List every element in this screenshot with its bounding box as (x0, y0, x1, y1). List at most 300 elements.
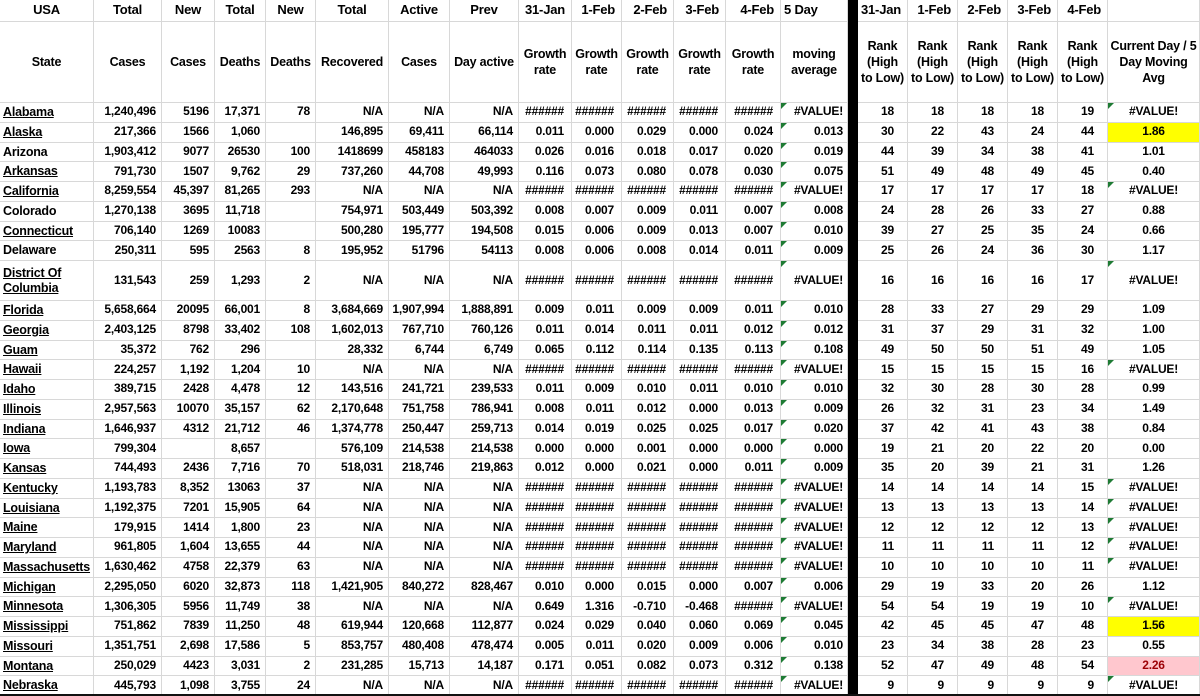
cell-growth-4feb[interactable] (726, 617, 781, 637)
cell-new-cases[interactable] (162, 103, 215, 123)
cell-rank-4feb[interactable] (1058, 360, 1108, 380)
cell-growth-2feb[interactable] (622, 518, 674, 538)
cell-growth-4feb[interactable] (726, 222, 781, 242)
cell-rank-3feb[interactable] (1008, 499, 1058, 519)
cell-growth-2feb[interactable] (622, 420, 674, 440)
col-header-new-deaths[interactable] (266, 0, 316, 22)
cell-rank-31jan[interactable] (858, 479, 908, 499)
cell-rank-3feb[interactable] (1008, 459, 1058, 479)
cell-rank-1feb[interactable] (908, 241, 958, 261)
col-header-growth-31jan[interactable] (519, 0, 572, 22)
cell-rank-1feb[interactable] (908, 439, 958, 459)
cell-rank-3feb[interactable] (1008, 162, 1058, 182)
cell-current-vs-avg[interactable] (1108, 321, 1200, 341)
cell-current-vs-avg[interactable] (1108, 143, 1200, 163)
cell-current-vs-avg[interactable] (1108, 360, 1200, 380)
cell-growth-1feb[interactable] (572, 380, 622, 400)
cell-total-deaths[interactable] (215, 439, 266, 459)
col-subheader-growth-2feb[interactable] (622, 22, 674, 103)
cell-rank-2feb[interactable] (958, 420, 1008, 440)
cell-total-deaths[interactable] (215, 103, 266, 123)
cell-prev-day-active[interactable] (450, 162, 519, 182)
cell-rank-3feb[interactable] (1008, 420, 1058, 440)
cell-total-deaths[interactable] (215, 657, 266, 677)
cell-new-cases[interactable] (162, 241, 215, 261)
cell-moving-average[interactable] (781, 578, 848, 598)
cell-growth-2feb[interactable] (622, 439, 674, 459)
cell-total-cases[interactable] (94, 676, 162, 696)
cell-rank-31jan[interactable] (858, 380, 908, 400)
col-subheader-current-vs-avg[interactable] (1108, 22, 1200, 103)
cell-prev-day-active[interactable] (450, 676, 519, 696)
cell-new-deaths[interactable] (266, 123, 316, 143)
cell-moving-average[interactable] (781, 657, 848, 677)
cell-rank-31jan[interactable] (858, 301, 908, 321)
cell-new-cases[interactable] (162, 578, 215, 598)
cell-rank-3feb[interactable] (1008, 439, 1058, 459)
cell-new-deaths[interactable] (266, 182, 316, 202)
cell-current-vs-avg[interactable] (1108, 479, 1200, 499)
cell-rank-2feb[interactable] (958, 578, 1008, 598)
cell-total-cases[interactable] (94, 499, 162, 519)
cell-state[interactable] (0, 103, 94, 123)
cell-growth-1feb[interactable] (572, 657, 622, 677)
cell-growth-1feb[interactable] (572, 558, 622, 578)
col-subheader-growth-1feb[interactable] (572, 22, 622, 103)
cell-growth-3feb[interactable] (674, 341, 726, 361)
cell-moving-average[interactable] (781, 241, 848, 261)
cell-total-deaths[interactable] (215, 578, 266, 598)
cell-rank-3feb[interactable] (1008, 479, 1058, 499)
cell-growth-2feb[interactable] (622, 261, 674, 301)
cell-total-cases[interactable] (94, 558, 162, 578)
cell-total-recovered[interactable] (316, 202, 389, 222)
cell-active-cases[interactable] (389, 360, 450, 380)
col-subheader-growth-31jan[interactable] (519, 22, 572, 103)
cell-state[interactable] (0, 558, 94, 578)
cell-total-recovered[interactable] (316, 182, 389, 202)
cell-rank-1feb[interactable] (908, 222, 958, 242)
cell-growth-3feb[interactable] (674, 400, 726, 420)
cell-rank-2feb[interactable] (958, 657, 1008, 677)
cell-rank-4feb[interactable] (1058, 341, 1108, 361)
col-header-growth-2feb[interactable] (622, 0, 674, 22)
cell-growth-31jan[interactable] (519, 123, 572, 143)
cell-growth-1feb[interactable] (572, 637, 622, 657)
cell-new-cases[interactable] (162, 301, 215, 321)
cell-total-cases[interactable] (94, 420, 162, 440)
cell-moving-average[interactable] (781, 518, 848, 538)
cell-total-recovered[interactable] (316, 538, 389, 558)
cell-rank-4feb[interactable] (1058, 597, 1108, 617)
cell-total-recovered[interactable] (316, 261, 389, 301)
cell-growth-31jan[interactable] (519, 499, 572, 519)
cell-rank-31jan[interactable] (858, 420, 908, 440)
cell-growth-3feb[interactable] (674, 538, 726, 558)
cell-growth-1feb[interactable] (572, 499, 622, 519)
cell-rank-2feb[interactable] (958, 538, 1008, 558)
cell-rank-31jan[interactable] (858, 499, 908, 519)
cell-rank-31jan[interactable] (858, 103, 908, 123)
cell-prev-day-active[interactable] (450, 400, 519, 420)
cell-rank-3feb[interactable] (1008, 676, 1058, 696)
cell-state[interactable] (0, 341, 94, 361)
cell-growth-31jan[interactable] (519, 578, 572, 598)
col-header-current-vs-avg[interactable] (1108, 0, 1200, 22)
col-subheader-new-deaths[interactable] (266, 22, 316, 103)
cell-current-vs-avg[interactable] (1108, 538, 1200, 558)
cell-moving-average[interactable] (781, 499, 848, 519)
cell-active-cases[interactable] (389, 143, 450, 163)
cell-new-deaths[interactable] (266, 162, 316, 182)
cell-current-vs-avg[interactable] (1108, 459, 1200, 479)
cell-growth-31jan[interactable] (519, 202, 572, 222)
cell-total-cases[interactable] (94, 637, 162, 657)
cell-total-deaths[interactable] (215, 341, 266, 361)
cell-growth-2feb[interactable] (622, 538, 674, 558)
cell-rank-31jan[interactable] (858, 360, 908, 380)
cell-rank-2feb[interactable] (958, 439, 1008, 459)
cell-state[interactable] (0, 241, 94, 261)
cell-active-cases[interactable] (389, 261, 450, 301)
cell-growth-2feb[interactable] (622, 143, 674, 163)
cell-growth-3feb[interactable] (674, 578, 726, 598)
cell-prev-day-active[interactable] (450, 538, 519, 558)
cell-moving-average[interactable] (781, 439, 848, 459)
cell-rank-1feb[interactable] (908, 597, 958, 617)
cell-prev-day-active[interactable] (450, 558, 519, 578)
cell-growth-2feb[interactable] (622, 123, 674, 143)
cell-total-cases[interactable] (94, 439, 162, 459)
cell-rank-31jan[interactable] (858, 439, 908, 459)
cell-growth-31jan[interactable] (519, 657, 572, 677)
cell-active-cases[interactable] (389, 123, 450, 143)
col-subheader-growth-3feb[interactable] (674, 22, 726, 103)
cell-rank-31jan[interactable] (858, 321, 908, 341)
cell-rank-31jan[interactable] (858, 182, 908, 202)
cell-total-cases[interactable] (94, 578, 162, 598)
cell-prev-day-active[interactable] (450, 341, 519, 361)
cell-total-deaths[interactable] (215, 676, 266, 696)
cell-rank-3feb[interactable] (1008, 578, 1058, 598)
cell-rank-4feb[interactable] (1058, 578, 1108, 598)
cell-growth-1feb[interactable] (572, 439, 622, 459)
cell-active-cases[interactable] (389, 420, 450, 440)
cell-current-vs-avg[interactable] (1108, 597, 1200, 617)
cell-growth-31jan[interactable] (519, 360, 572, 380)
cell-growth-1feb[interactable] (572, 479, 622, 499)
cell-total-recovered[interactable] (316, 380, 389, 400)
cell-growth-4feb[interactable] (726, 380, 781, 400)
cell-active-cases[interactable] (389, 578, 450, 598)
cell-total-cases[interactable] (94, 341, 162, 361)
cell-new-cases[interactable] (162, 459, 215, 479)
cell-current-vs-avg[interactable] (1108, 676, 1200, 696)
cell-rank-2feb[interactable] (958, 103, 1008, 123)
cell-moving-average[interactable] (781, 380, 848, 400)
cell-current-vs-avg[interactable] (1108, 637, 1200, 657)
cell-rank-3feb[interactable] (1008, 222, 1058, 242)
cell-rank-2feb[interactable] (958, 222, 1008, 242)
cell-growth-3feb[interactable] (674, 202, 726, 222)
cell-growth-31jan[interactable] (519, 182, 572, 202)
cell-rank-4feb[interactable] (1058, 143, 1108, 163)
cell-new-cases[interactable] (162, 261, 215, 301)
cell-growth-1feb[interactable] (572, 123, 622, 143)
cell-rank-3feb[interactable] (1008, 518, 1058, 538)
cell-new-deaths[interactable] (266, 499, 316, 519)
cell-growth-2feb[interactable] (622, 597, 674, 617)
cell-current-vs-avg[interactable] (1108, 617, 1200, 637)
cell-growth-1feb[interactable] (572, 459, 622, 479)
cell-moving-average[interactable] (781, 360, 848, 380)
cell-rank-2feb[interactable] (958, 162, 1008, 182)
cell-state[interactable] (0, 162, 94, 182)
cell-new-cases[interactable] (162, 538, 215, 558)
cell-growth-31jan[interactable] (519, 420, 572, 440)
cell-state[interactable] (0, 182, 94, 202)
cell-new-deaths[interactable] (266, 676, 316, 696)
cell-new-cases[interactable] (162, 617, 215, 637)
cell-active-cases[interactable] (389, 558, 450, 578)
cell-total-recovered[interactable] (316, 597, 389, 617)
cell-new-cases[interactable] (162, 341, 215, 361)
cell-current-vs-avg[interactable] (1108, 499, 1200, 519)
cell-growth-3feb[interactable] (674, 222, 726, 242)
cell-growth-31jan[interactable] (519, 341, 572, 361)
cell-total-recovered[interactable] (316, 479, 389, 499)
cell-current-vs-avg[interactable] (1108, 182, 1200, 202)
cell-total-cases[interactable] (94, 301, 162, 321)
cell-moving-average[interactable] (781, 400, 848, 420)
cell-new-deaths[interactable] (266, 380, 316, 400)
cell-rank-1feb[interactable] (908, 341, 958, 361)
cell-growth-2feb[interactable] (622, 400, 674, 420)
cell-rank-2feb[interactable] (958, 143, 1008, 163)
cell-state[interactable] (0, 637, 94, 657)
cell-rank-3feb[interactable] (1008, 558, 1058, 578)
cell-total-recovered[interactable] (316, 558, 389, 578)
cell-new-cases[interactable] (162, 420, 215, 440)
cell-state[interactable] (0, 123, 94, 143)
cell-rank-1feb[interactable] (908, 321, 958, 341)
cell-rank-4feb[interactable] (1058, 479, 1108, 499)
cell-total-deaths[interactable] (215, 162, 266, 182)
cell-state[interactable] (0, 222, 94, 242)
cell-growth-2feb[interactable] (622, 301, 674, 321)
cell-moving-average[interactable] (781, 597, 848, 617)
cell-rank-1feb[interactable] (908, 637, 958, 657)
cell-total-deaths[interactable] (215, 518, 266, 538)
col-subheader-moving-average[interactable] (781, 22, 848, 103)
cell-growth-3feb[interactable] (674, 420, 726, 440)
cell-rank-31jan[interactable] (858, 341, 908, 361)
cell-rank-4feb[interactable] (1058, 301, 1108, 321)
cell-prev-day-active[interactable] (450, 321, 519, 341)
cell-current-vs-avg[interactable] (1108, 439, 1200, 459)
cell-growth-4feb[interactable] (726, 420, 781, 440)
cell-total-recovered[interactable] (316, 439, 389, 459)
cell-state[interactable] (0, 518, 94, 538)
cell-rank-31jan[interactable] (858, 241, 908, 261)
cell-moving-average[interactable] (781, 143, 848, 163)
col-header-active-cases[interactable] (389, 0, 450, 22)
cell-prev-day-active[interactable] (450, 301, 519, 321)
cell-growth-1feb[interactable] (572, 241, 622, 261)
cell-moving-average[interactable] (781, 341, 848, 361)
cell-growth-1feb[interactable] (572, 301, 622, 321)
cell-rank-2feb[interactable] (958, 459, 1008, 479)
cell-growth-2feb[interactable] (622, 657, 674, 677)
cell-new-cases[interactable] (162, 637, 215, 657)
cell-active-cases[interactable] (389, 182, 450, 202)
cell-growth-3feb[interactable] (674, 637, 726, 657)
cell-rank-31jan[interactable] (858, 143, 908, 163)
cell-total-recovered[interactable] (316, 578, 389, 598)
cell-growth-1feb[interactable] (572, 261, 622, 301)
cell-growth-3feb[interactable] (674, 162, 726, 182)
cell-rank-3feb[interactable] (1008, 657, 1058, 677)
cell-rank-2feb[interactable] (958, 182, 1008, 202)
cell-rank-2feb[interactable] (958, 261, 1008, 301)
cell-total-cases[interactable] (94, 222, 162, 242)
cell-total-cases[interactable] (94, 241, 162, 261)
cell-growth-4feb[interactable] (726, 578, 781, 598)
cell-growth-2feb[interactable] (622, 637, 674, 657)
cell-moving-average[interactable] (781, 301, 848, 321)
cell-prev-day-active[interactable] (450, 439, 519, 459)
cell-new-deaths[interactable] (266, 538, 316, 558)
cell-new-cases[interactable] (162, 499, 215, 519)
cell-growth-31jan[interactable] (519, 380, 572, 400)
cell-current-vs-avg[interactable] (1108, 261, 1200, 301)
cell-rank-4feb[interactable] (1058, 617, 1108, 637)
cell-growth-4feb[interactable] (726, 400, 781, 420)
cell-prev-day-active[interactable] (450, 241, 519, 261)
cell-growth-4feb[interactable] (726, 321, 781, 341)
cell-growth-3feb[interactable] (674, 301, 726, 321)
cell-state[interactable] (0, 578, 94, 598)
cell-growth-4feb[interactable] (726, 301, 781, 321)
cell-new-deaths[interactable] (266, 103, 316, 123)
cell-rank-1feb[interactable] (908, 479, 958, 499)
cell-prev-day-active[interactable] (450, 202, 519, 222)
cell-growth-3feb[interactable] (674, 182, 726, 202)
cell-total-recovered[interactable] (316, 143, 389, 163)
cell-moving-average[interactable] (781, 459, 848, 479)
col-header-rank-3feb[interactable] (1008, 0, 1058, 22)
cell-rank-2feb[interactable] (958, 321, 1008, 341)
cell-rank-4feb[interactable] (1058, 380, 1108, 400)
cell-total-recovered[interactable] (316, 301, 389, 321)
cell-total-recovered[interactable] (316, 400, 389, 420)
col-header-rank-31jan[interactable] (858, 0, 908, 22)
col-subheader-rank-31jan[interactable] (858, 22, 908, 103)
cell-total-cases[interactable] (94, 321, 162, 341)
col-header-rank-2feb[interactable] (958, 0, 1008, 22)
cell-rank-1feb[interactable] (908, 182, 958, 202)
cell-rank-4feb[interactable] (1058, 657, 1108, 677)
cell-growth-1feb[interactable] (572, 400, 622, 420)
cell-total-recovered[interactable] (316, 637, 389, 657)
cell-rank-2feb[interactable] (958, 518, 1008, 538)
cell-total-recovered[interactable] (316, 499, 389, 519)
cell-growth-2feb[interactable] (622, 617, 674, 637)
cell-new-cases[interactable] (162, 380, 215, 400)
cell-rank-3feb[interactable] (1008, 321, 1058, 341)
cell-current-vs-avg[interactable] (1108, 558, 1200, 578)
cell-growth-2feb[interactable] (622, 380, 674, 400)
cell-total-deaths[interactable] (215, 400, 266, 420)
cell-rank-4feb[interactable] (1058, 162, 1108, 182)
cell-total-cases[interactable] (94, 538, 162, 558)
cell-growth-31jan[interactable] (519, 617, 572, 637)
cell-growth-3feb[interactable] (674, 321, 726, 341)
cell-growth-4feb[interactable] (726, 538, 781, 558)
cell-new-cases[interactable] (162, 439, 215, 459)
cell-new-cases[interactable] (162, 558, 215, 578)
cell-growth-2feb[interactable] (622, 162, 674, 182)
cell-prev-day-active[interactable] (450, 360, 519, 380)
cell-growth-3feb[interactable] (674, 380, 726, 400)
cell-prev-day-active[interactable] (450, 597, 519, 617)
cell-total-deaths[interactable] (215, 459, 266, 479)
cell-rank-4feb[interactable] (1058, 241, 1108, 261)
cell-total-deaths[interactable] (215, 479, 266, 499)
cell-rank-4feb[interactable] (1058, 558, 1108, 578)
cell-rank-1feb[interactable] (908, 459, 958, 479)
cell-rank-31jan[interactable] (858, 222, 908, 242)
cell-growth-4feb[interactable] (726, 241, 781, 261)
cell-rank-1feb[interactable] (908, 123, 958, 143)
cell-total-recovered[interactable] (316, 222, 389, 242)
cell-state[interactable] (0, 321, 94, 341)
cell-rank-4feb[interactable] (1058, 459, 1108, 479)
cell-total-cases[interactable] (94, 123, 162, 143)
cell-total-recovered[interactable] (316, 123, 389, 143)
cell-rank-3feb[interactable] (1008, 261, 1058, 301)
cell-total-recovered[interactable] (316, 420, 389, 440)
cell-total-deaths[interactable] (215, 637, 266, 657)
cell-rank-31jan[interactable] (858, 617, 908, 637)
cell-growth-31jan[interactable] (519, 637, 572, 657)
cell-active-cases[interactable] (389, 103, 450, 123)
cell-total-deaths[interactable] (215, 380, 266, 400)
cell-total-cases[interactable] (94, 479, 162, 499)
cell-rank-4feb[interactable] (1058, 420, 1108, 440)
cell-rank-4feb[interactable] (1058, 499, 1108, 519)
cell-growth-31jan[interactable] (519, 301, 572, 321)
cell-total-cases[interactable] (94, 202, 162, 222)
cell-current-vs-avg[interactable] (1108, 202, 1200, 222)
cell-growth-1feb[interactable] (572, 341, 622, 361)
cell-growth-2feb[interactable] (622, 499, 674, 519)
cell-growth-4feb[interactable] (726, 459, 781, 479)
cell-rank-4feb[interactable] (1058, 400, 1108, 420)
cell-rank-3feb[interactable] (1008, 241, 1058, 261)
cell-rank-2feb[interactable] (958, 479, 1008, 499)
cell-growth-2feb[interactable] (622, 578, 674, 598)
cell-total-cases[interactable] (94, 143, 162, 163)
cell-growth-3feb[interactable] (674, 597, 726, 617)
cell-total-recovered[interactable] (316, 459, 389, 479)
cell-rank-1feb[interactable] (908, 360, 958, 380)
cell-growth-4feb[interactable] (726, 597, 781, 617)
cell-active-cases[interactable] (389, 380, 450, 400)
cell-growth-31jan[interactable] (519, 222, 572, 242)
cell-growth-4feb[interactable] (726, 558, 781, 578)
cell-growth-4feb[interactable] (726, 499, 781, 519)
